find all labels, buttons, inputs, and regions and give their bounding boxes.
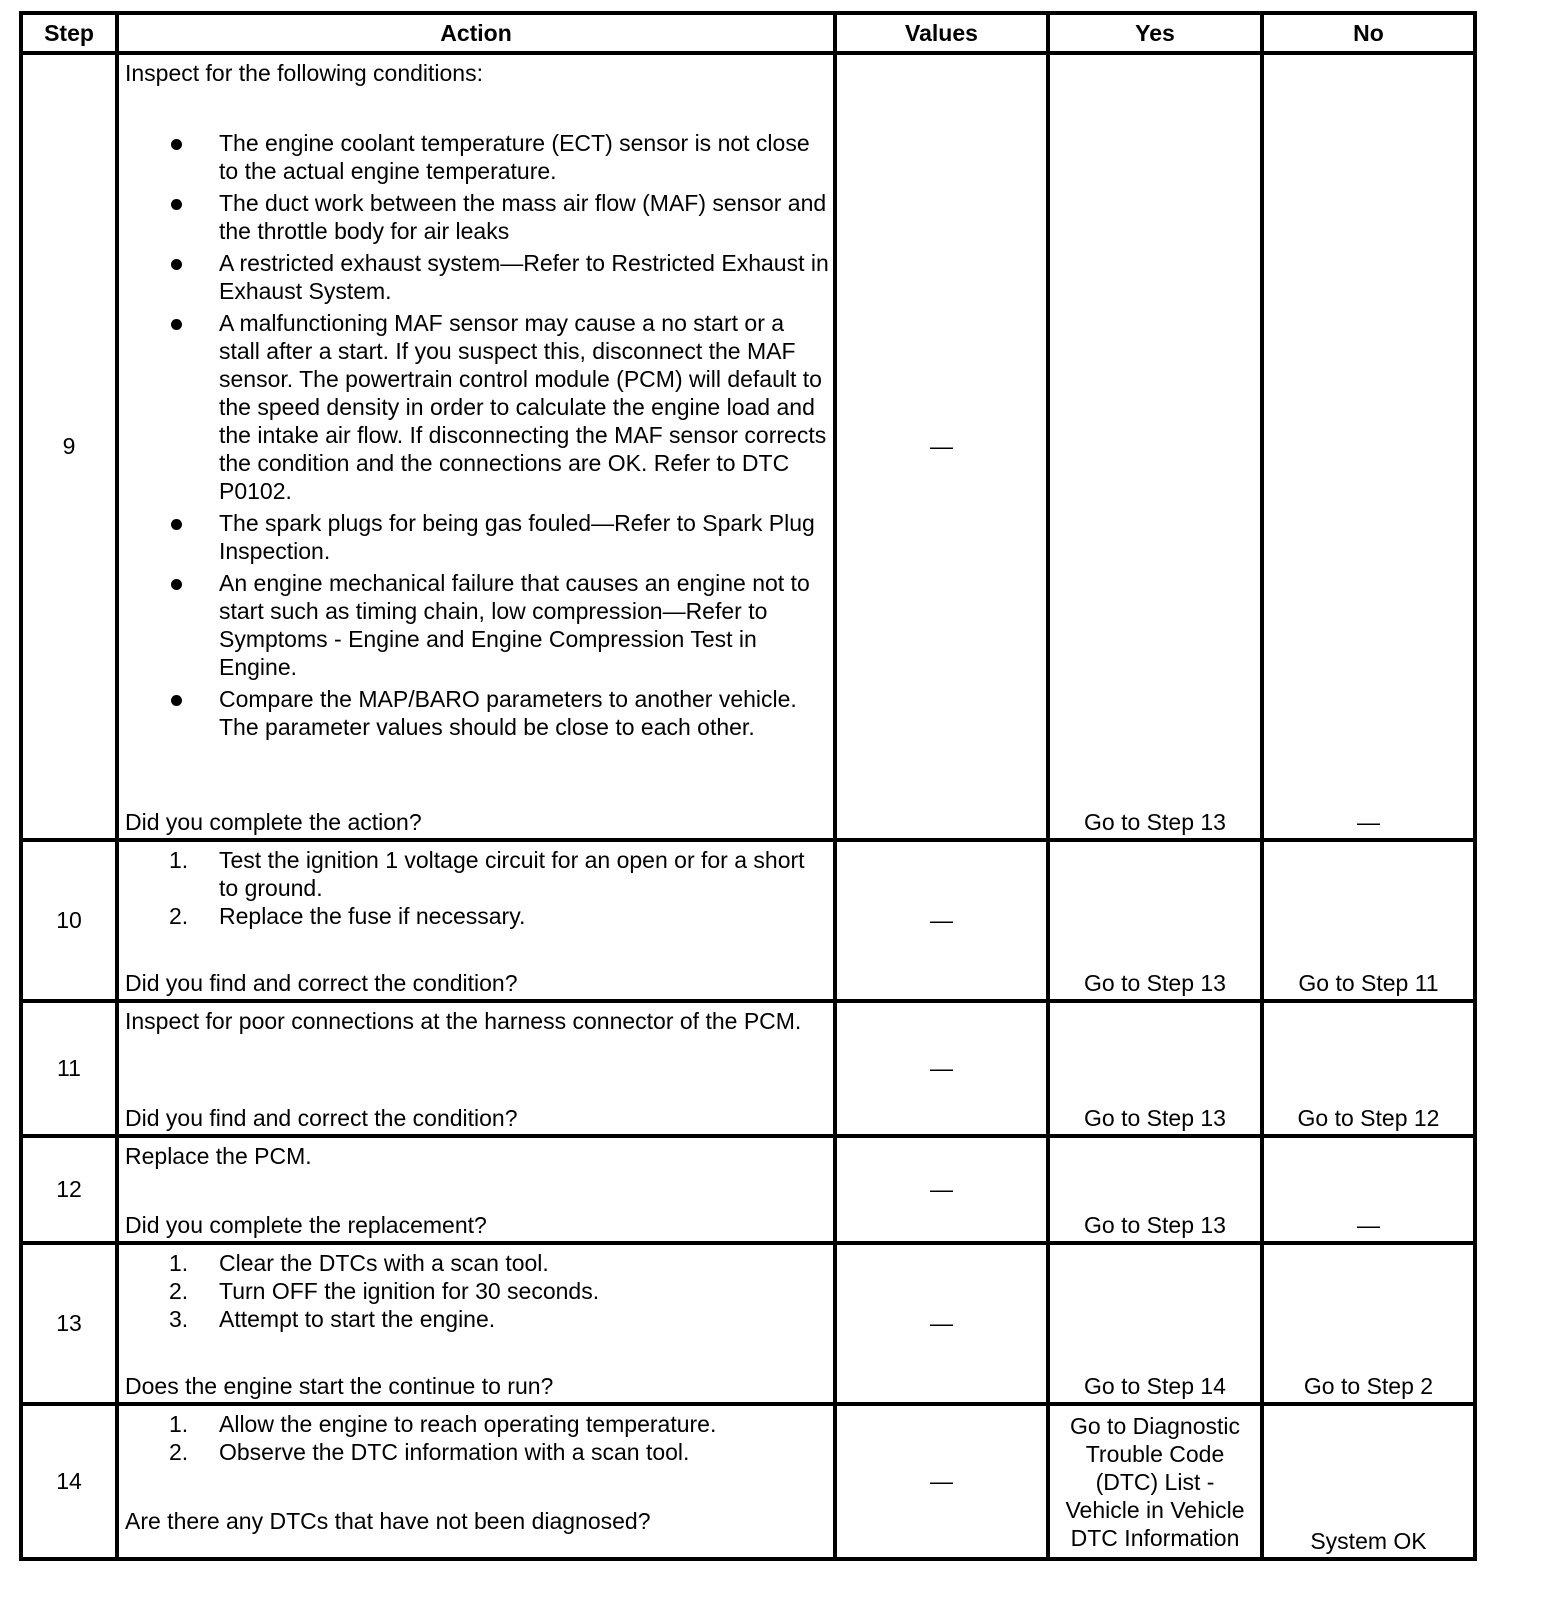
values-cell: — (835, 53, 1048, 840)
step-number: 13 (21, 1243, 117, 1404)
action-cell (117, 1404, 835, 1559)
yes-link[interactable]: Go to Step 13 (1084, 1212, 1226, 1238)
table-row (21, 1136, 1475, 1243)
action-cell (117, 1136, 835, 1243)
yes-cell (1048, 1243, 1262, 1404)
list-item: The duct work between the mass air flow (MAF) sensor and the throttle body for air leaks (119, 189, 833, 245)
header-yes: Yes (1048, 13, 1262, 53)
no-link[interactable]: Go to Step 12 (1297, 1105, 1440, 1131)
action-cell (117, 1001, 835, 1136)
step-list (119, 846, 833, 930)
action-question: Did you complete the action? (125, 809, 422, 835)
yes-cell (1048, 1001, 1262, 1136)
action-cell (117, 840, 835, 1001)
values-cell: — (835, 1136, 1048, 1243)
bullet-icon (171, 319, 182, 330)
list-item: A malfunctioning MAF sensor may cause a no start or a stall after a start. If you suspect this, disconnect the MAF sensor. The powertrain control module (PCM) will default to the speed density in order to calculate the engine load and the intake air flow. If disconnecting the MAF sensor corrects the condition and the connections are OK. Refer to DTC P0102. (119, 309, 833, 505)
list-item: A restricted exhaust system—Refer to Restricted Exhaust in Exhaust System. (119, 249, 833, 305)
list-item: 2. Observe the DTC information with a scan tool. (169, 1439, 690, 1465)
bullet-icon (171, 139, 182, 150)
no-cell (1262, 1001, 1475, 1136)
no-link: — (1357, 809, 1380, 835)
action-question: Did you find and correct the condition? (125, 1105, 518, 1131)
yes-cell (1048, 840, 1262, 1001)
values-cell: — (835, 1404, 1048, 1559)
values-cell: — (835, 1243, 1048, 1404)
action-question: Does the engine start the continue to run? (125, 1373, 554, 1399)
yes-link[interactable]: Go to Diagnostic Trouble Code (DTC) List - Vehicle in Vehicle DTC Information (1065, 1412, 1245, 1551)
list-item: 3. Attempt to start the engine. (169, 1306, 496, 1332)
step-number: 10 (21, 840, 117, 1001)
no-link[interactable]: Go to Step 2 (1303, 1373, 1434, 1399)
list-item: The spark plugs for being gas fouled—Refer to Spark Plug Inspection. (119, 509, 833, 565)
step-list (119, 1249, 833, 1333)
list-item: An engine mechanical failure that causes an engine not to start such as timing chain, low compression—Refer to Symptoms - Engine and Engine Compression Test in Engine. (119, 569, 833, 681)
yes-link[interactable]: Go to Step 13 (1084, 809, 1226, 835)
step-number: 12 (21, 1136, 117, 1243)
header-row (21, 13, 1475, 53)
yes-cell (1048, 53, 1262, 840)
condition-list (119, 129, 833, 741)
table-row (21, 1404, 1475, 1559)
action-question: Did you find and correct the condition? (125, 970, 518, 996)
no-link[interactable]: Go to Step 11 (1298, 970, 1439, 996)
bullet-icon (171, 519, 182, 530)
bullet-icon (171, 199, 182, 210)
step-number: 9 (21, 53, 117, 840)
action-question: Are there any DTCs that have not been diagnosed? (125, 1508, 651, 1534)
no-link: System OK (1310, 1528, 1427, 1554)
list-item: The engine coolant temperature (ECT) sensor is not close to the actual engine temperature. (119, 129, 833, 185)
no-cell (1262, 1136, 1475, 1243)
list-item: Compare the MAP/BARO parameters to another vehicle. The parameter values should be close to each other. (119, 685, 833, 741)
no-cell (1262, 1404, 1475, 1559)
action-question: Did you complete the replacement? (125, 1212, 487, 1238)
list-item: 2. Replace the fuse if necessary. (169, 903, 526, 929)
list-item: 1. Allow the engine to reach operating temperature. (169, 1411, 717, 1437)
no-link: — (1357, 1212, 1380, 1238)
diagnostic-table (19, 11, 1477, 1561)
values-cell: — (835, 840, 1048, 1001)
table-row (21, 1243, 1475, 1404)
header-action: Action (117, 13, 835, 53)
table-row (21, 840, 1475, 1001)
action-intro: Inspect for poor connections at the harness connector of the PCM. (125, 1008, 802, 1034)
table-row (21, 1001, 1475, 1136)
step-number: 14 (21, 1404, 117, 1559)
action-cell (117, 53, 835, 840)
yes-link[interactable]: Go to Step 13 (1084, 1105, 1226, 1131)
list-item: 1. Test the ignition 1 voltage circuit for an open or for a short to ground. (169, 847, 805, 901)
bullet-icon (171, 259, 182, 270)
yes-link[interactable]: Go to Step 13 (1084, 970, 1226, 996)
list-item: 2. Turn OFF the ignition for 30 seconds. (169, 1278, 600, 1304)
no-cell (1262, 840, 1475, 1001)
step-list (119, 1410, 833, 1466)
yes-link[interactable]: Go to Step 14 (1084, 1373, 1226, 1399)
values-cell: — (835, 1001, 1048, 1136)
action-intro: Replace the PCM. (125, 1143, 312, 1169)
bullet-icon (171, 695, 182, 706)
table-row (21, 53, 1475, 840)
header-values: Values (835, 13, 1048, 53)
yes-cell (1048, 1404, 1262, 1559)
no-cell (1262, 53, 1475, 840)
list-item: 1. Clear the DTCs with a scan tool. (169, 1250, 549, 1276)
yes-cell (1048, 1136, 1262, 1243)
no-cell (1262, 1243, 1475, 1404)
header-step: Step (21, 13, 117, 53)
action-cell (117, 1243, 835, 1404)
action-intro: Inspect for the following conditions: (125, 60, 483, 86)
step-number: 11 (21, 1001, 117, 1136)
bullet-icon (171, 579, 182, 590)
header-no: No (1262, 13, 1475, 53)
